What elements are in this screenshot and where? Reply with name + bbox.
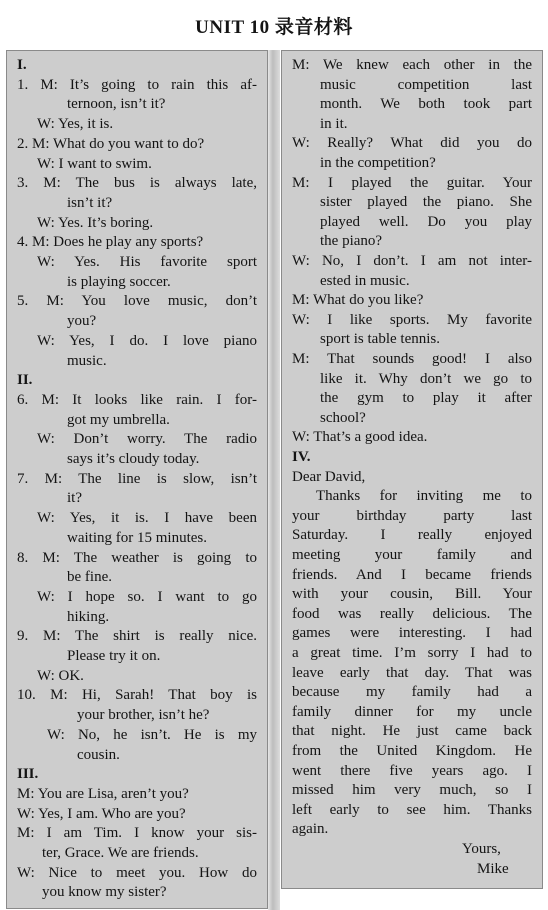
- left-text-line: ternoon, isn’t it?: [67, 96, 166, 113]
- left-text-line: 10. M: Hi, Sarah! That boy is: [17, 687, 257, 704]
- right-text-line: a great time. I’m sorry I had to: [292, 645, 532, 661]
- right-text-line: because my family had a: [292, 684, 532, 701]
- left-column-text: [7, 51, 267, 908]
- right-text-line: Thanks for inviting me to: [316, 488, 532, 505]
- left-text-line: W: No, he isn’t. He is my: [47, 726, 257, 743]
- right-text-line: left early to see him. Thanks: [292, 801, 532, 818]
- right-text-line: went there five years ago. I: [292, 762, 532, 779]
- right-text-line: family dinner for my uncle: [292, 703, 532, 720]
- right-text-line: M: That sounds good! I also: [292, 351, 532, 367]
- left-text-line: you?: [67, 313, 97, 330]
- left-text-line: 7. M: The line is slow, isn’t: [17, 470, 257, 487]
- right-text-line: school?: [320, 409, 366, 426]
- right-text-line: Mike: [477, 860, 509, 877]
- right-text-line: again.: [292, 821, 329, 838]
- left-text-line: W: Yes. His favorite sport: [37, 254, 257, 270]
- right-column: [281, 50, 543, 889]
- left-text-line: W: Yes, I do. I love piano: [37, 332, 257, 349]
- right-text-line: from the United Kingdom. He: [292, 743, 532, 759]
- right-text-line: missed him very much, so I: [292, 782, 532, 799]
- left-text-line: 2. M: What do you want to do?: [17, 135, 205, 152]
- left-text-line: 8. M: The weather is going to: [17, 549, 257, 566]
- left-text-line: your brother, isn’t he?: [77, 707, 210, 724]
- left-text-line: hiking.: [67, 608, 110, 625]
- left-text-line: W: Yes, I am. Who are you?: [17, 805, 186, 822]
- left-text-line: music.: [67, 352, 107, 369]
- right-text-line: M: What do you like?: [292, 292, 424, 309]
- right-text-line: with your cousin, Bill. Your: [292, 586, 532, 603]
- page-title: UNIT 10 录音材料: [195, 17, 353, 38]
- right-text-line: your birthday party last: [292, 507, 532, 524]
- right-text-line: leave early that day. That was: [292, 664, 532, 681]
- left-text-line: 5. M: You love music, don’t: [17, 293, 257, 310]
- page-fold: [268, 50, 280, 910]
- right-text-line: W: No, I don’t. I am not inter-: [292, 253, 532, 269]
- right-text-line: W: Really? What did you do: [292, 135, 532, 152]
- right-text-line: that night. He just came back: [292, 723, 532, 740]
- right-text-line: friends. And I became friends: [292, 566, 532, 583]
- right-text-line: month. We both took part: [320, 96, 532, 113]
- right-text-line: the gym to play it after: [320, 390, 532, 407]
- left-column: [6, 50, 268, 909]
- left-text-line: W: I want to swim.: [37, 155, 152, 172]
- left-text-line: is playing soccer.: [67, 273, 171, 290]
- right-text-line: meeting your family and: [292, 547, 532, 563]
- right-text-line: games were interesting. I had: [292, 625, 532, 642]
- right-text-line: M: I played the guitar. Your: [292, 174, 532, 191]
- left-text-line: says it’s cloudy today.: [67, 451, 200, 467]
- right-text-line: the piano?: [320, 233, 383, 250]
- left-text-line: M: I am Tim. I know your sis-: [17, 825, 257, 842]
- right-text-line: sister played the piano. She: [320, 194, 532, 211]
- left-text-line: isn’t it?: [67, 194, 113, 211]
- right-text-line: music competition last: [320, 76, 532, 93]
- left-text-line: W: Nice to meet you. How do: [17, 864, 257, 881]
- left-text-line: M: You are Lisa, aren’t you?: [17, 785, 189, 802]
- left-text-line: W: Yes. It’s boring.: [37, 214, 154, 231]
- left-text-line: II.: [17, 372, 33, 389]
- right-text-line: played well. Do you play: [320, 213, 532, 230]
- right-text-line: W: I like sports. My favorite: [292, 311, 532, 328]
- left-text-line: I.: [17, 57, 27, 73]
- left-text-line: 4. M: Does he play any sports?: [17, 234, 204, 251]
- left-text-line: cousin.: [77, 746, 120, 763]
- left-text-line: 9. M: The shirt is really nice.: [17, 628, 257, 645]
- left-text-line: W: Yes, it is.: [37, 116, 114, 133]
- right-text-line: M: We knew each other in the: [292, 57, 532, 73]
- left-text-line: III.: [17, 766, 39, 783]
- left-text-line: it?: [67, 490, 82, 507]
- right-text-line: food was really delicious. The: [292, 605, 532, 622]
- right-text-line: Yours,: [462, 841, 501, 857]
- right-text-line: Dear David,: [292, 468, 366, 485]
- left-text-line: 3. M: The bus is always late,: [17, 175, 257, 192]
- left-text-line: got my umbrella.: [67, 411, 170, 428]
- left-text-line: Please try it on.: [67, 648, 161, 664]
- left-text-line: W: I hope so. I want to go: [37, 588, 257, 605]
- left-text-line: be fine.: [67, 569, 112, 586]
- left-text-line: 6. M: It looks like rain. I for-: [17, 391, 257, 408]
- right-text-line: sport is table tennis.: [320, 331, 440, 348]
- right-text-line: ested in music.: [320, 272, 410, 289]
- right-text-line: in it.: [320, 115, 348, 132]
- left-text-line: W: Yes, it is. I have been: [37, 510, 257, 527]
- left-text-line: W: Don’t worry. The radio: [37, 431, 257, 448]
- right-text-line: IV.: [292, 449, 311, 465]
- right-column-text: [282, 51, 542, 888]
- right-text-line: Saturday. I really enjoyed: [292, 527, 532, 544]
- right-text-line: W: That’s a good idea.: [292, 429, 428, 446]
- left-text-line: 1. M: It’s going to rain this af-: [17, 76, 257, 93]
- right-text-line: in the competition?: [320, 155, 436, 171]
- right-text-line: like it. Why don’t we go to: [320, 370, 532, 387]
- left-text-line: waiting for 15 minutes.: [67, 529, 207, 546]
- left-text-line: ter, Grace. We are friends.: [42, 845, 199, 861]
- left-text-line: W: OK.: [37, 667, 84, 684]
- left-text-line: you know my sister?: [42, 884, 167, 901]
